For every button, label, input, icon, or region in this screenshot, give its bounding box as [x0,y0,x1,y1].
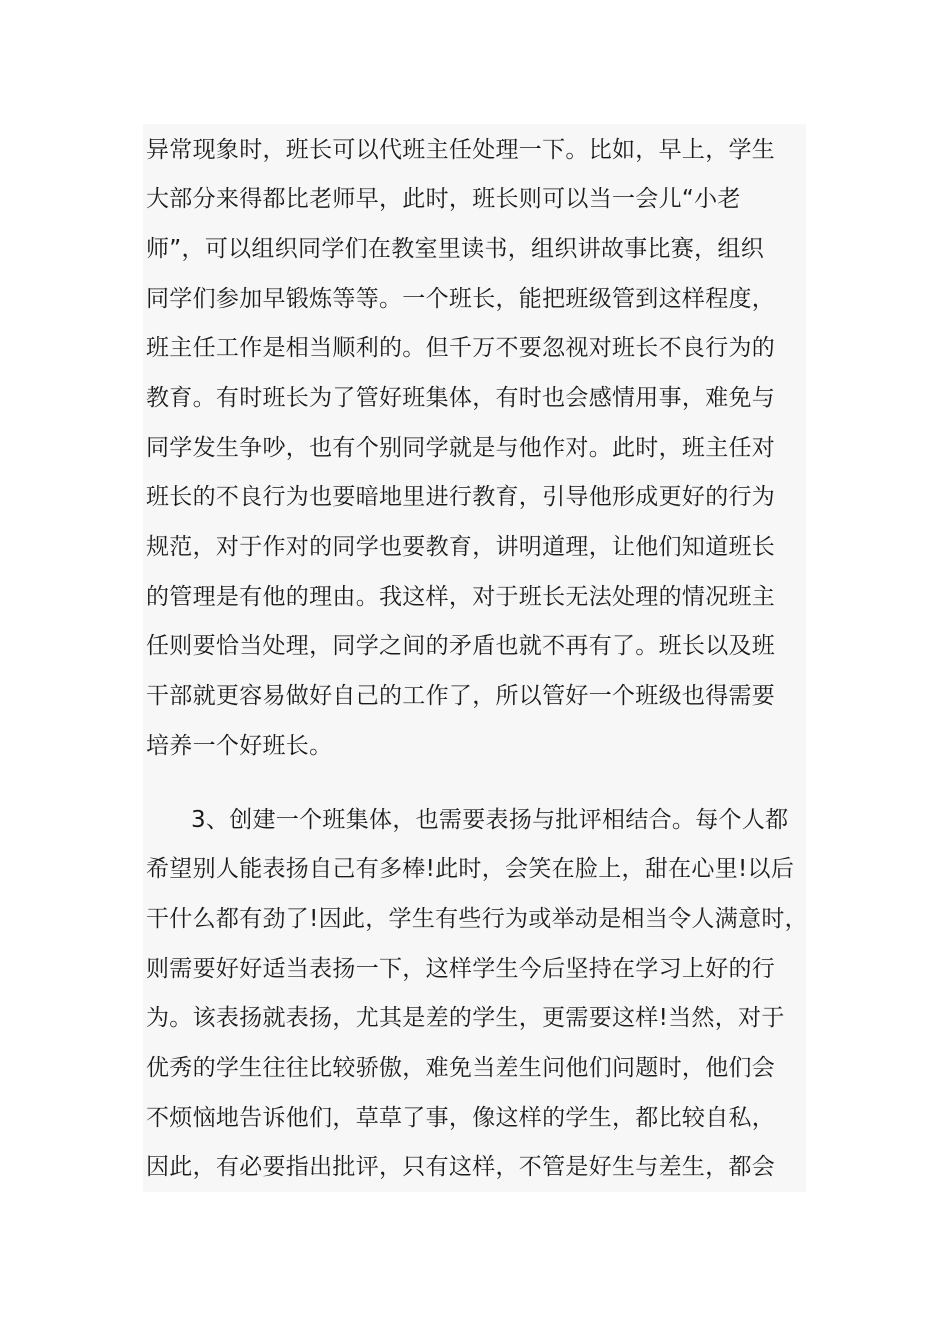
paragraph-line: 规范，对于作对的同学也要教育，讲明道理，让他们知道班长 [146,534,776,560]
paragraph-line: 干什么都有劲了!因此，学生有些行为或举动是相当令人满意时， [146,906,808,932]
paragraph-line: 任则要恰当处理，同学之间的矛盾也就不再有了。班长以及班 [146,633,776,659]
paragraph-line: 异常现象时，班长可以代班主任处理一下。比如，早上，学生 [146,137,776,163]
paragraph-line: 培养一个好班长。 [146,733,333,759]
paragraph-line: 因此，有必要指出批评，只有这样，不管是好生与差生，都会 [146,1154,776,1180]
paragraph-line: 干部就更容易做好自己的工作了，所以管好一个班级也得需要 [146,683,776,709]
paragraph-line: 同学们参加早锻炼等等。一个班长，能把班级管到这样程度， [146,286,776,312]
paragraph-line: 优秀的学生往往比较骄傲，难免当差生问他们问题时，他们会 [146,1055,776,1081]
paragraph-line: 则需要好好适当表扬一下，这样学生今后坚持在学习上好的行 [146,956,776,982]
paragraph-line: 同学发生争吵，也有个别同学就是与他作对。此时，班主任对 [146,435,776,461]
paragraph-line: 3、创建一个班集体，也需要表扬与批评相结合。每个人都 [191,807,789,833]
paragraph-line: 为。该表扬就表扬，尤其是差的学生，更需要这样!当然，对于 [146,1005,785,1031]
paragraph-line: 师”，可以组织同学们在教室里读书，组织讲故事比赛，组织 [146,236,765,262]
paragraph-line: 大部分来得都比老师早，此时，班长则可以当一会儿“小老 [146,186,741,212]
paragraph-line: 班主任工作是相当顺利的。但千万不要忽视对班长不良行为的 [146,335,776,361]
paragraph-line: 不烦恼地告诉他们，草草了事，像这样的学生，都比较自私， [146,1105,776,1131]
text-block [143,124,806,1192]
paragraph-line: 教育。有时班长为了管好班集体，有时也会感情用事，难免与 [146,385,776,411]
paragraph-line: 的管理是有他的理由。我这样，对于班长无法处理的情况班主 [146,584,776,610]
paragraph-line: 班长的不良行为也要暗地里进行教育，引导他形成更好的行为 [146,484,776,510]
paragraph-line: 希望别人能表扬自己有多棒!此时，会笑在脸上，甜在心里!以后 [146,856,795,882]
